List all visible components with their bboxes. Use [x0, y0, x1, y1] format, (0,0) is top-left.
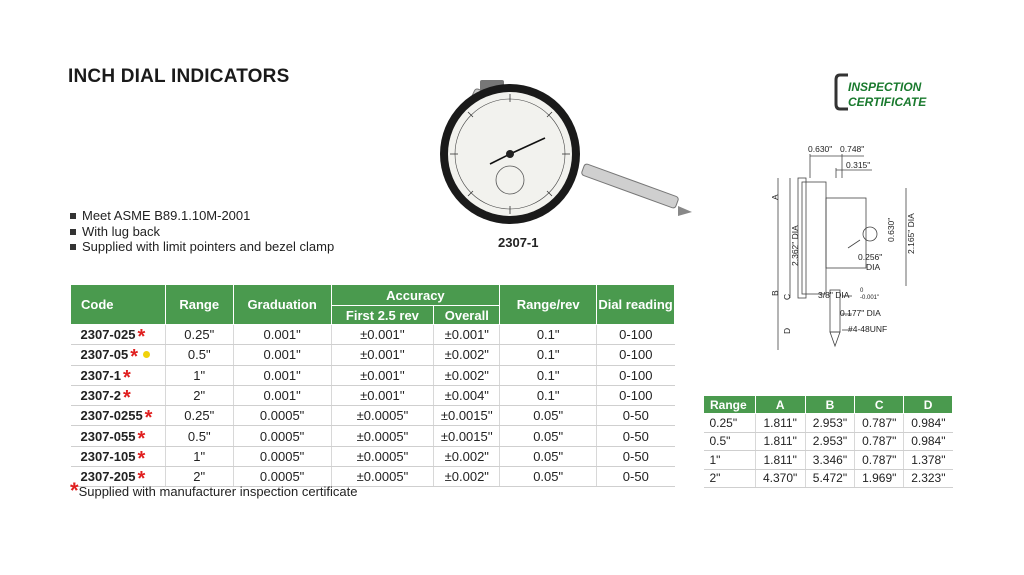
- table-row: [704, 451, 953, 470]
- feature-item: Supplied with limit pointers and bezel clamp: [68, 239, 334, 255]
- cell-graduation: 0.001": [233, 365, 331, 385]
- dims-cell: 5.472": [805, 469, 855, 488]
- cell-dial-reading: 0-100: [597, 345, 675, 365]
- col-range-rev: Range/rev: [500, 285, 597, 325]
- star-icon: *: [122, 366, 131, 389]
- cell-code: 2307-2 *: [71, 385, 166, 405]
- cell-code: 2307-1 *: [71, 365, 166, 385]
- cell-dial-reading: 0-50: [597, 467, 675, 487]
- dims-cell: 0.787": [855, 432, 904, 451]
- col-accuracy: Accuracy: [331, 285, 500, 306]
- dims-cell: 2": [704, 469, 756, 488]
- cell-range: 2": [165, 385, 233, 405]
- cell-overall: ±0.002": [434, 446, 500, 466]
- dims-cell: 0.787": [855, 451, 904, 470]
- cell-range: 0.5": [165, 345, 233, 365]
- cell-range: 1": [165, 446, 233, 466]
- cell-overall: ±0.0015'': [434, 406, 500, 426]
- cell-code: 2307-205 *: [71, 467, 166, 487]
- cell-first-rev: ±0.001'': [331, 365, 434, 385]
- feature-item: Meet ASME B89.1.10M-2001: [68, 208, 334, 224]
- dims-cell: 3.346": [805, 451, 855, 470]
- cell-overall: ±0.002": [434, 365, 500, 385]
- inspection-certificate-logo: [834, 72, 960, 112]
- dim-hole-dia: DIA: [866, 262, 881, 272]
- star-icon: *: [122, 387, 131, 410]
- star-icon: *: [137, 326, 146, 349]
- col-dial-reading: Dial reading: [597, 285, 675, 325]
- note-text: Supplied with manufacturer inspection certificate: [78, 484, 358, 499]
- cell-first-rev: ±0.0005": [331, 467, 434, 487]
- cell-range-rev: 0.1": [500, 345, 597, 365]
- cell-range-rev: 0.1": [500, 325, 597, 345]
- cell-dial-reading: 0-100: [597, 385, 675, 405]
- cell-graduation: 0.0005": [233, 446, 331, 466]
- cell-code: 2307-055 *: [71, 426, 166, 446]
- dims-cell: 0.984": [904, 432, 953, 451]
- dims-cell: 1.811": [755, 432, 805, 451]
- dims-cell: 2.953": [805, 414, 855, 433]
- dims-cell: 1.969": [855, 469, 904, 488]
- dims-cell: 0.984": [904, 414, 953, 433]
- cell-graduation: 0.001": [233, 325, 331, 345]
- cell-overall: ±0.002": [434, 467, 500, 487]
- cell-dial-reading: 0-50: [597, 406, 675, 426]
- spec-table: [70, 284, 675, 491]
- col-code: Code: [71, 285, 166, 325]
- cell-first-rev: ±0.0005": [331, 426, 434, 446]
- col-first-rev: First 2.5 rev: [331, 306, 434, 325]
- cell-first-rev: ±0.0005": [331, 406, 434, 426]
- technical-drawing: [760, 140, 930, 360]
- dims-col-a: A: [755, 396, 805, 414]
- cell-code: 2307-105 *: [71, 446, 166, 466]
- cell-graduation: 0.0005": [233, 406, 331, 426]
- dims-col-b: B: [805, 396, 855, 414]
- cell-range: 1": [165, 365, 233, 385]
- table-row: [71, 385, 675, 405]
- cell-first-rev: ±0.001'': [331, 345, 434, 365]
- dims-cell: 1.811": [755, 451, 805, 470]
- cell-graduation: 0.001": [233, 385, 331, 405]
- dim-thread: #4-48UNF: [848, 324, 888, 334]
- dim-hole: 0.256": [858, 252, 883, 262]
- col-graduation: Graduation: [233, 285, 331, 325]
- table-row: [71, 446, 675, 466]
- dims-cell: 1": [704, 451, 756, 470]
- cell-graduation: 0.001": [233, 345, 331, 365]
- dim-lug: 0.630": [886, 217, 896, 242]
- cell-range: 0.25": [165, 325, 233, 345]
- cell-overall: ±0.0015'': [434, 426, 500, 446]
- cell-range-rev: 0.05": [500, 446, 597, 466]
- cell-range-rev: 0.05": [500, 426, 597, 446]
- table-row: [71, 365, 675, 385]
- cell-graduation: 0.0005": [233, 426, 331, 446]
- dim-stem: 3/8" DIA: [818, 290, 850, 300]
- logo-line1: INSPECTION: [848, 80, 922, 94]
- cell-range-rev: 0.05": [500, 406, 597, 426]
- logo-line2: CERTIFICATE: [848, 95, 927, 109]
- feature-item: With lug back: [68, 224, 334, 240]
- col-range: Range: [165, 285, 233, 325]
- cell-dial-reading: 0-100: [597, 325, 675, 345]
- star-icon: *: [130, 346, 139, 369]
- cell-code: 2307-025 *: [71, 325, 166, 345]
- table-row: [71, 345, 675, 365]
- cell-range-rev: 0.05": [500, 467, 597, 487]
- cell-range: 0.5": [165, 426, 233, 446]
- feature-list: [68, 208, 334, 255]
- cell-range-rev: 0.1": [500, 385, 597, 405]
- dims-cell: 1.378": [904, 451, 953, 470]
- page-title: INCH DIAL INDICATORS: [68, 66, 290, 87]
- table-row: [71, 426, 675, 446]
- table-row: [704, 469, 953, 488]
- star-icon: *: [137, 468, 146, 491]
- cell-range: 2": [165, 467, 233, 487]
- star-icon: *: [137, 427, 146, 450]
- dim-top3: 0.315": [846, 160, 871, 170]
- dim-b: B: [770, 290, 780, 296]
- dims-cell: 1.811": [755, 414, 805, 433]
- cell-range-rev: 0.1": [500, 365, 597, 385]
- dim-a: A: [770, 194, 780, 200]
- dims-cell: 0.787": [855, 414, 904, 433]
- cell-first-rev: ±0.001'': [331, 325, 434, 345]
- cell-first-rev: ±0.0005": [331, 446, 434, 466]
- dims-cell: 2.323": [904, 469, 953, 488]
- cell-overall: ±0.002": [434, 345, 500, 365]
- table-row: [704, 432, 953, 451]
- dims-col-d: D: [904, 396, 953, 414]
- dial-indicator-image: [410, 80, 710, 230]
- cell-dial-reading: 0-50: [597, 446, 675, 466]
- cell-dial-reading: 0-50: [597, 426, 675, 446]
- cell-overall: ±0.001": [434, 325, 500, 345]
- cell-code: 2307-0255 *: [71, 406, 166, 426]
- dims-cell: 0.25": [704, 414, 756, 433]
- star-icon: *: [144, 407, 153, 430]
- star-icon: *: [70, 478, 79, 503]
- dim-dia1: 2.362" DIA: [790, 225, 800, 266]
- dims-col-range: Range: [704, 396, 756, 414]
- dims-col-c: C: [855, 396, 904, 414]
- dim-stem-tol-top: 0: [860, 288, 864, 294]
- dim-d: D: [782, 327, 792, 334]
- dims-cell: 2.953": [805, 432, 855, 451]
- dim-tip: 0.177" DIA: [840, 308, 881, 318]
- model-label: 2307-1: [498, 235, 539, 250]
- dim-top1: 0.630": [808, 144, 833, 154]
- star-icon: *: [137, 447, 146, 470]
- dim-c: C: [782, 293, 792, 300]
- cell-range: 0.25": [165, 406, 233, 426]
- dims-cell: 0.5": [704, 432, 756, 451]
- dims-cell: 4.370": [755, 469, 805, 488]
- table-row: [704, 414, 953, 433]
- yellow-dot-icon: [143, 351, 150, 358]
- cell-first-rev: ±0.001'': [331, 385, 434, 405]
- cell-dial-reading: 0-100: [597, 365, 675, 385]
- cell-code: 2307-05 *: [71, 345, 166, 365]
- cell-graduation: 0.0005": [233, 467, 331, 487]
- dimensions-table: [703, 395, 953, 488]
- table-row: [71, 325, 675, 345]
- dim-top2: 0.748": [840, 144, 865, 154]
- table-row: [71, 406, 675, 426]
- dim-stem-tol-bot: -0.001": [860, 295, 880, 301]
- col-overall: Overall: [434, 306, 500, 325]
- dim-dia2: 2.165" DIA: [906, 213, 916, 254]
- cell-overall: ±0.004": [434, 385, 500, 405]
